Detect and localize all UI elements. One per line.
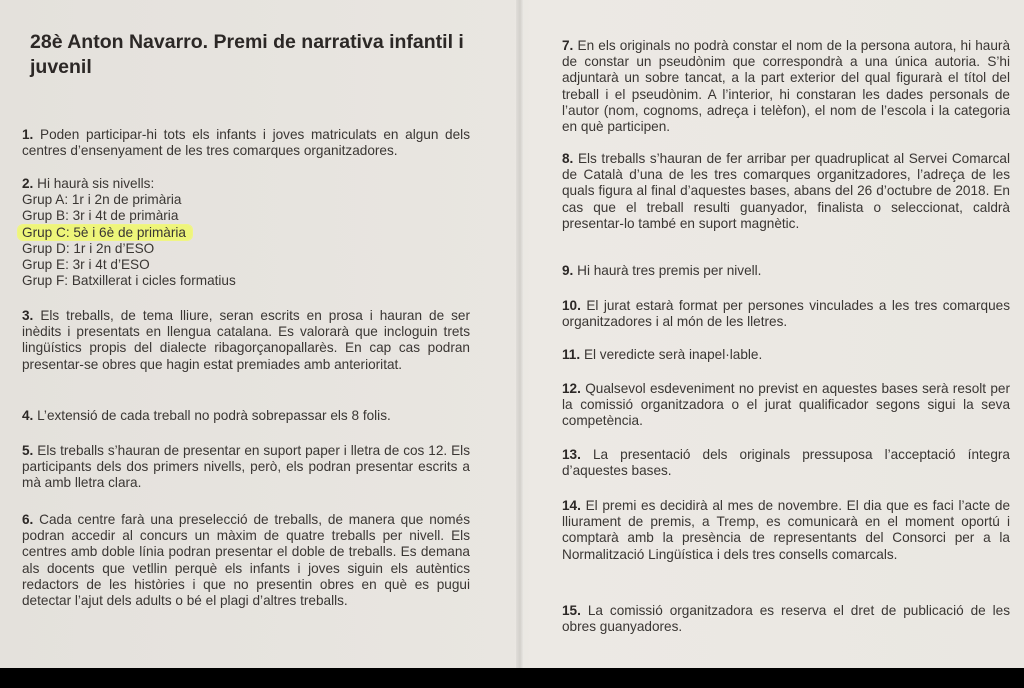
rule-text: Els treballs s’hauran de fer arribar per quadruplicat al Servei Comarcal de Català d’una de les tres comarques organitzadores, l’adreça de les quals figura al final d’aquestes bases, abans del 26 d’octubre de 2018. En cas que el treball resulti guanyador, finalista o seleccionat, caldrà presentar-lo també en suport magnètic. <box>562 151 1011 231</box>
rule-5 <box>22 443 470 492</box>
rule-number: 14. <box>562 498 581 513</box>
rule-text: La presentació dels originals pressuposa l’acceptació íntegra d’aquestes bases. <box>562 447 1010 479</box>
rule-12 <box>562 381 1010 430</box>
rule-text: Hi haurà sis nivells: <box>37 176 155 191</box>
rule-14 <box>562 498 1010 563</box>
rule-text: El jurat estarà format per persones vinculades a les tres comarques organitzadores i al món de les lletres. <box>562 298 1010 330</box>
page-title: 28è Anton Navarro. Premi de narrativa infantil i juvenil <box>30 31 464 78</box>
rule-number: 7. <box>562 38 574 53</box>
rule-text: La comissió organitzadora es reserva el dret de publicació de les obres guanyadores. <box>562 603 1011 635</box>
rule-7 <box>562 38 1010 135</box>
rule-15 <box>562 603 1010 635</box>
black-border <box>0 668 1024 688</box>
rule-number: 13. <box>562 447 581 462</box>
rule-text: Qualsevol esdeveniment no previst en aquestes bases serà resolt per la comissió organitzadora o el jurat qualificador segons sigui la seva competència. <box>562 381 1010 429</box>
rule-number: 10. <box>562 298 581 313</box>
rule-number: 15. <box>562 603 581 618</box>
page-fold <box>516 0 524 668</box>
rule-text: El premi es decidirà al mes de novembre. El dia que es faci l’acte de lliurament de premis, a Tremp, es comunicarà en el moment oportú i comptarà amb la presència de representants del Consorci per a la Normalització Lingüística i dels tres consells comarcals. <box>562 498 1011 562</box>
rule-4 <box>22 408 470 424</box>
rule-number: 5. <box>22 443 34 458</box>
rule-1 <box>22 127 470 159</box>
rule-text: Els treballs, de tema lliure, seran escrits en prosa i hauran de ser inèdits i presentats en llengua catalana. Es valorarà que incloguin trets lingüístics propis del dialecte ribagorçanopallarès. En cap cas podran presentar-se obres que hagin estat premiades amb anterioritat. <box>22 308 470 372</box>
rule-number: 11. <box>562 347 581 362</box>
group-d: Grup D: 1r i 2n d’ESO <box>22 240 155 256</box>
group-a: Grup A: 1r i 2n de primària <box>22 192 182 208</box>
group-f: Grup F: Batxillerat i cicles formatius <box>22 273 236 289</box>
group-c-highlighted: Grup C: 5è i 6è de primària <box>18 225 192 240</box>
rule-text: Poden participar-hi tots els infants i joves matriculats en algun dels centres d’ensenyament de les tres comarques organitzadores. <box>22 127 470 159</box>
rule-number: 12. <box>562 381 581 396</box>
rule-number: 3. <box>22 308 34 323</box>
rule-text: L’extensió de cada treball no podrà sobrepassar els 8 folis. <box>37 408 391 423</box>
rule-6 <box>22 512 470 609</box>
rule-10 <box>562 298 1010 330</box>
rule-number: 2. <box>22 176 34 191</box>
rule-text: El veredicte serà inapel·lable. <box>583 347 763 362</box>
group-e: Grup E: 3r i 4t d’ESO <box>22 257 150 273</box>
rule-8 <box>562 151 1010 232</box>
rule-text: En els originals no podrà constar el nom de la persona autora, hi haurà de constar un pseudònim que correspondrà a una única autoria. S’hi adjuntarà un sobre tancat, a la part exterior del qual figurarà el títol del treball i el pseudònim. A l’interior, hi constaran les dades personals de l’autor (nom, cognoms, adreça i telèfon), el nom de l’escola i la categoria en què participen. <box>562 38 1010 135</box>
rule-number: 8. <box>562 151 574 166</box>
rule-13 <box>562 447 1010 479</box>
rule-number: 9. <box>562 263 574 278</box>
rule-2 <box>22 176 470 289</box>
rule-text: Hi haurà tres premis per nivell. <box>577 263 762 278</box>
rule-11 <box>562 347 1010 363</box>
rule-text: Cada centre farà una preselecció de treballs, de manera que només podran accedir al concurs un màxim de quatre treballs per nivell. Els centres amb doble línia podran presentar el doble de treballs. Es demana als docents que vetllin perquè els infants i joves siguin els autèntics redactors de les històries i que no presentin obres en què es pugui detectar l’ajut dels adults o bé el plagi d’altres treballs. <box>22 512 470 609</box>
rule-3 <box>22 308 470 373</box>
rule-number: 4. <box>22 408 34 423</box>
rule-number: 6. <box>22 512 34 527</box>
group-b: Grup B: 3r i 4t de primària <box>22 208 179 224</box>
rule-text: Els treballs s’hauran de presentar en suport paper i lletra de cos 12. Els participants dels dos primers nivells, però, els podran presentar escrits a mà amb lletra clara. <box>22 443 470 491</box>
rule-9 <box>562 263 1010 279</box>
rule-number: 1. <box>22 127 34 142</box>
